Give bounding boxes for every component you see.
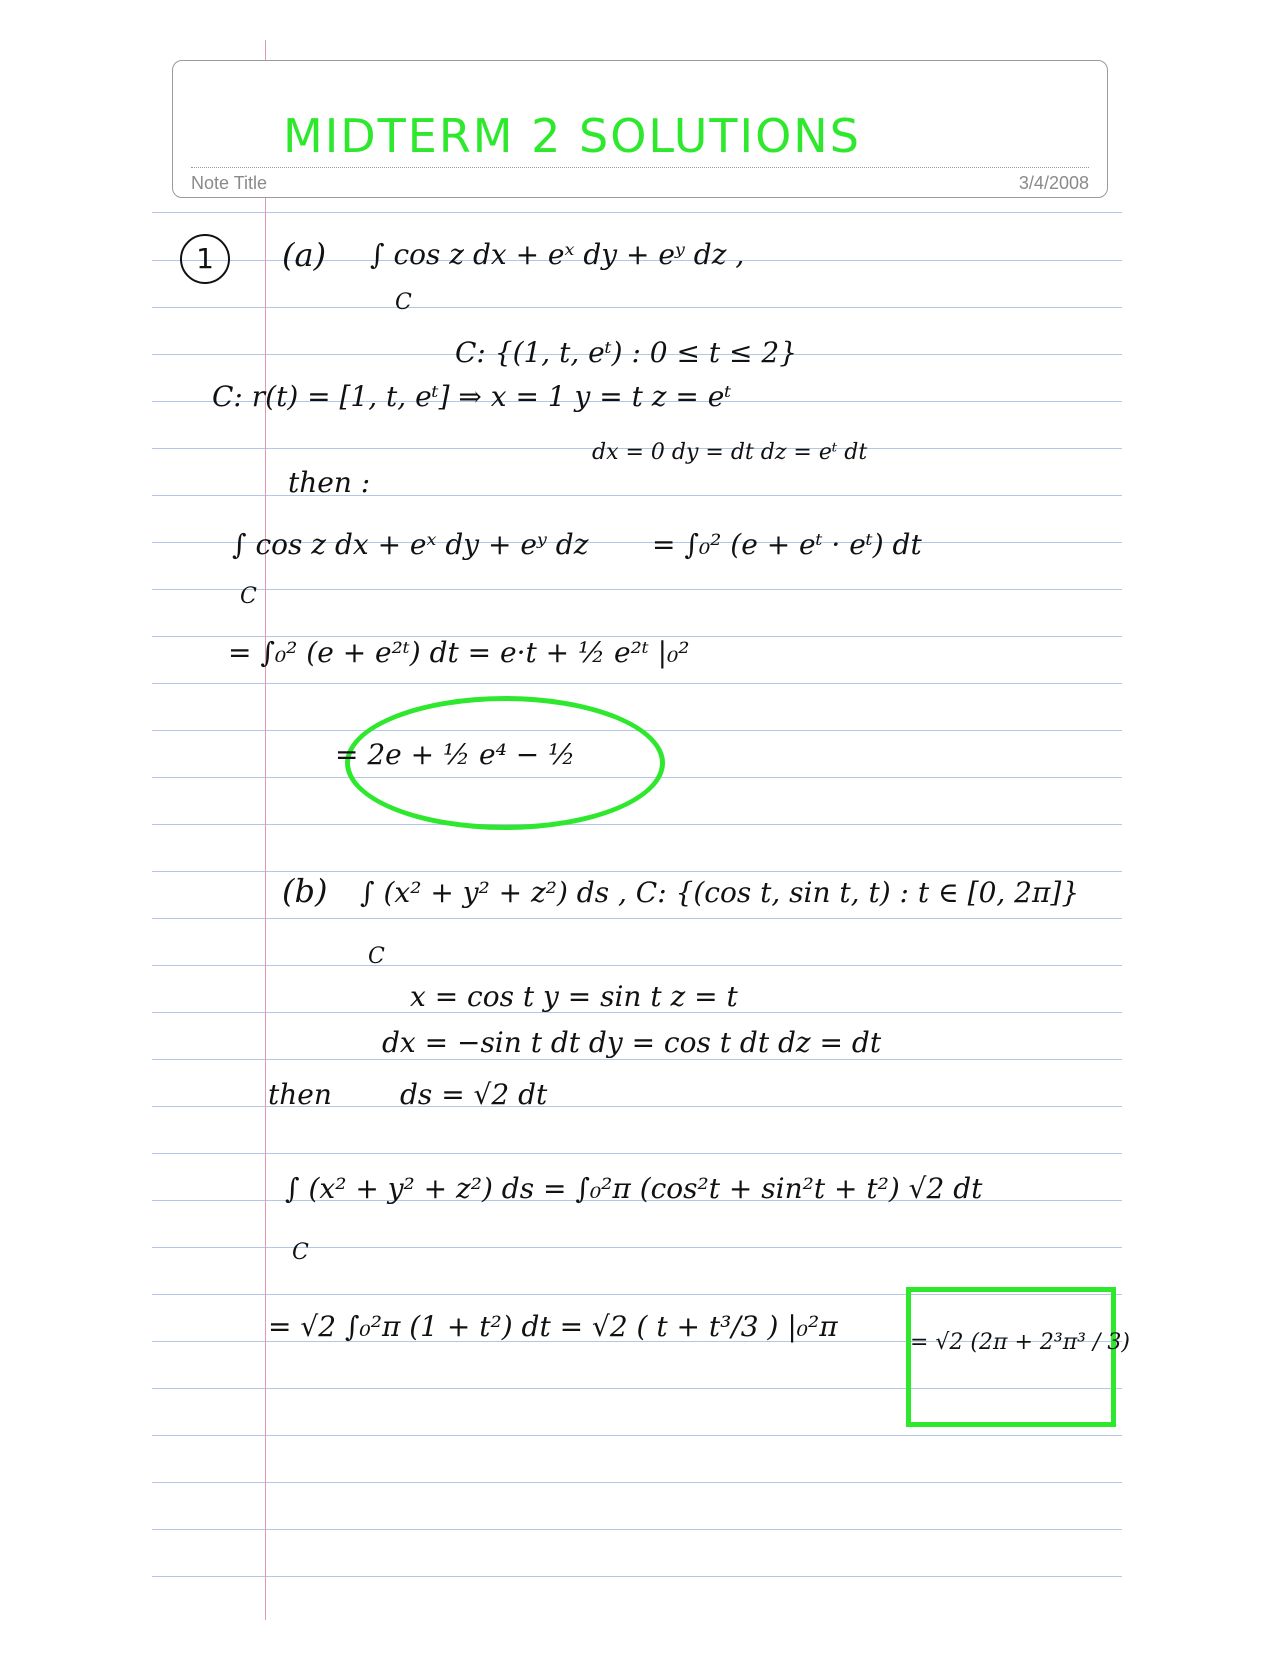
part-a-param: C: r(t) = [1, t, eᵗ] ⇒ x = 1 y = t z = eᵗ <box>212 380 732 413</box>
part-a-integral-sub: C <box>395 290 412 315</box>
part-b-integral-sub: C <box>368 944 385 969</box>
part-a-integral: ∫ cos z dx + eˣ dy + eʸ dz , <box>370 238 745 271</box>
part-b-eq2: = √2 ∫₀²π (1 + t²) dt = √2 ( t + t³/3 ) |₀²π <box>268 1310 838 1343</box>
margin-line <box>265 40 266 1620</box>
part-b-ds: ds = √2 dt <box>400 1078 548 1111</box>
part-a-curve: C: {(1, t, eᵗ) : 0 ≤ t ≤ 2} <box>455 336 798 369</box>
part-a-answer: = 2e + ½ e⁴ − ½ <box>335 738 576 771</box>
part-b-differentials: dx = −sin t dt dy = cos t dt dz = dt <box>382 1026 882 1059</box>
part-b-label: (b) <box>282 872 328 910</box>
document-title: MIDTERM 2 SOLUTIONS <box>283 109 861 163</box>
part-b-answer: = √2 (2π + 2³π³ / 3) <box>910 1330 1130 1355</box>
part-b-eq1-sub: C <box>292 1240 309 1265</box>
part-b-then: then <box>268 1078 332 1111</box>
answer-box <box>906 1287 1116 1427</box>
problem-number: 1 <box>180 234 230 284</box>
part-b-param: x = cos t y = sin t z = t <box>410 980 738 1013</box>
part-a-differentials: dx = 0 dy = dt dz = eᵗ dt <box>592 440 868 465</box>
part-a-eq1-right: = ∫₀² (e + eᵗ · eᵗ) dt <box>652 528 922 561</box>
part-a-eq1-left: ∫ cos z dx + eˣ dy + eʸ dz <box>232 528 589 561</box>
part-a-eq1-left-sub: C <box>240 584 257 609</box>
note-header <box>172 60 1108 198</box>
part-b-eq1: ∫ (x² + y² + z²) ds = ∫₀²π (cos²t + sin²t + t²) √2 dt <box>285 1172 983 1205</box>
part-a-eq2: = ∫₀² (e + e²ᵗ) dt = e·t + ½ e²ᵗ |₀² <box>228 636 690 669</box>
part-a-then: then : <box>288 466 371 499</box>
part-a-label: (a) <box>282 236 327 274</box>
header-divider <box>191 167 1089 168</box>
note-date: 3/4/2008 <box>1018 173 1089 193</box>
part-b-integral: ∫ (x² + y² + z²) ds , C: {(cos t, sin t, t) : t ∈ [0, 2π]} <box>360 876 1080 909</box>
note-title-label: Note Title <box>191 173 268 193</box>
